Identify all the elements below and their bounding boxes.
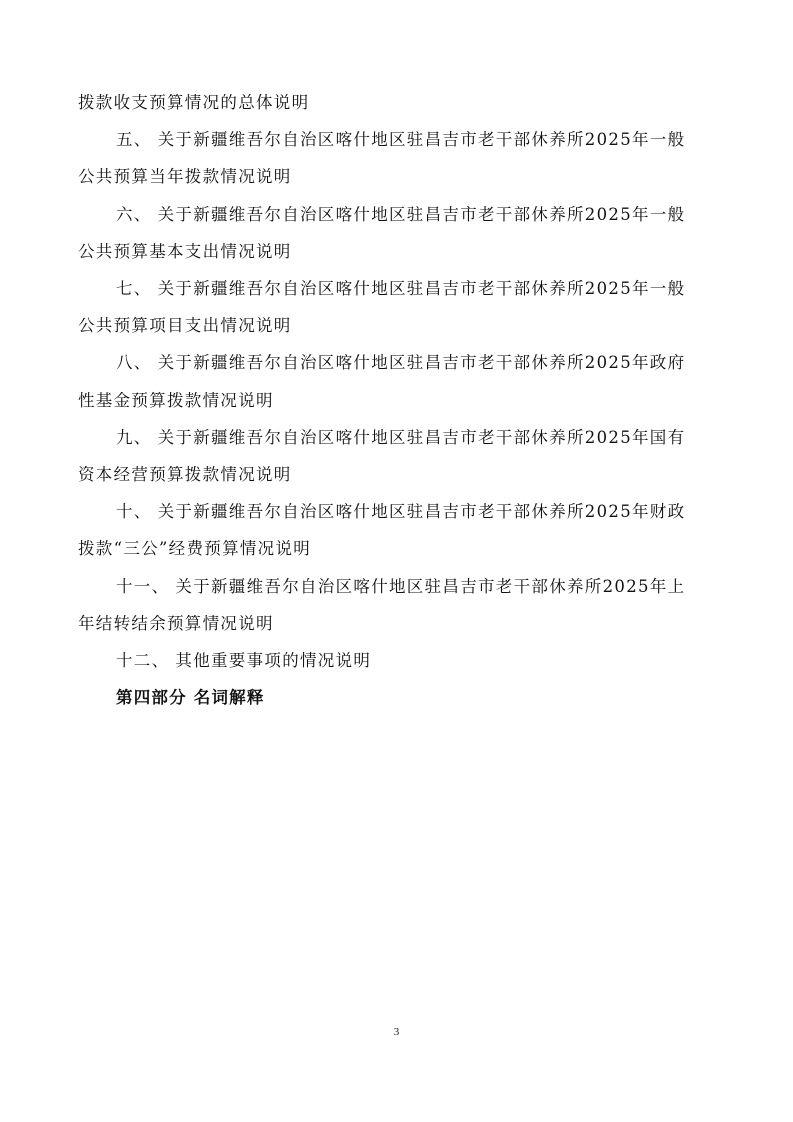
toc-item-number: 七、: [116, 279, 152, 299]
toc-item-text: 关于新疆维吾尔自治区喀什地区驻昌吉市老干部休养所2025年一般: [157, 130, 686, 150]
toc-item-line2: 公共预算项目支出情况说明: [78, 316, 292, 336]
section-heading: 第四部分 名词解释: [116, 688, 265, 708]
toc-item-11: [78, 568, 714, 642]
toc-item-line2: 公共预算当年拨款情况说明: [78, 167, 292, 187]
toc-item-line1: [78, 493, 714, 530]
toc-item-line1: [78, 568, 714, 605]
toc-item-number: 五、: [116, 130, 152, 150]
toc-item-line1: [78, 270, 714, 307]
toc-item-number: 十一、: [116, 576, 170, 596]
page-number: 3: [393, 1026, 400, 1038]
toc-item-number: 六、: [116, 204, 152, 224]
toc-item-number: 十二、: [116, 651, 170, 671]
toc-item-line2: 年结转结余预算情况说明: [78, 613, 274, 633]
toc-item-line1: [78, 196, 714, 233]
toc-item-text: 关于新疆维吾尔自治区喀什地区驻昌吉市老干部休养所2025年一般: [157, 279, 686, 299]
toc-item-text: 关于新疆维吾尔自治区喀什地区驻昌吉市老干部休养所2025年一般: [157, 204, 686, 224]
toc-item-5: [78, 121, 714, 195]
toc-item-line2: 性基金预算拨款情况说明: [78, 390, 274, 410]
toc-item-9: [78, 419, 714, 493]
toc-item-7: [78, 270, 714, 344]
toc-item-text: 关于新疆维吾尔自治区喀什地区驻昌吉市老干部休养所2025年国有: [157, 427, 686, 447]
toc-item-line1: [78, 344, 714, 381]
toc-item-12: [78, 642, 714, 679]
toc-item-text: 其他重要事项的情况说明: [175, 651, 372, 671]
toc-item-6: [78, 196, 714, 270]
toc-item-text: 关于新疆维吾尔自治区喀什地区驻昌吉市老干部休养所2025年政府: [157, 353, 686, 373]
continued-line: 拨款收支预算情况的总体说明: [78, 93, 310, 112]
toc-item-line1: [78, 419, 714, 456]
toc-item-text: 关于新疆维吾尔自治区喀什地区驻昌吉市老干部休养所2025年上: [175, 576, 686, 596]
toc-item-text: 关于新疆维吾尔自治区喀什地区驻昌吉市老干部休养所2025年财政: [157, 502, 686, 522]
document-body: [78, 84, 714, 716]
toc-item-line2: 资本经营预算拨款情况说明: [78, 465, 292, 485]
toc-item-number: 十、: [116, 502, 152, 522]
toc-item-8: [78, 344, 714, 418]
toc-item-10: [78, 493, 714, 567]
toc-item-number: 八、: [116, 353, 152, 373]
toc-item-line1: [78, 121, 714, 158]
toc-item-line2: 公共预算基本支出情况说明: [78, 241, 292, 261]
toc-item-line2: 拨款“三公”经费预算情况说明: [78, 539, 312, 559]
toc-item-number: 九、: [116, 427, 152, 447]
